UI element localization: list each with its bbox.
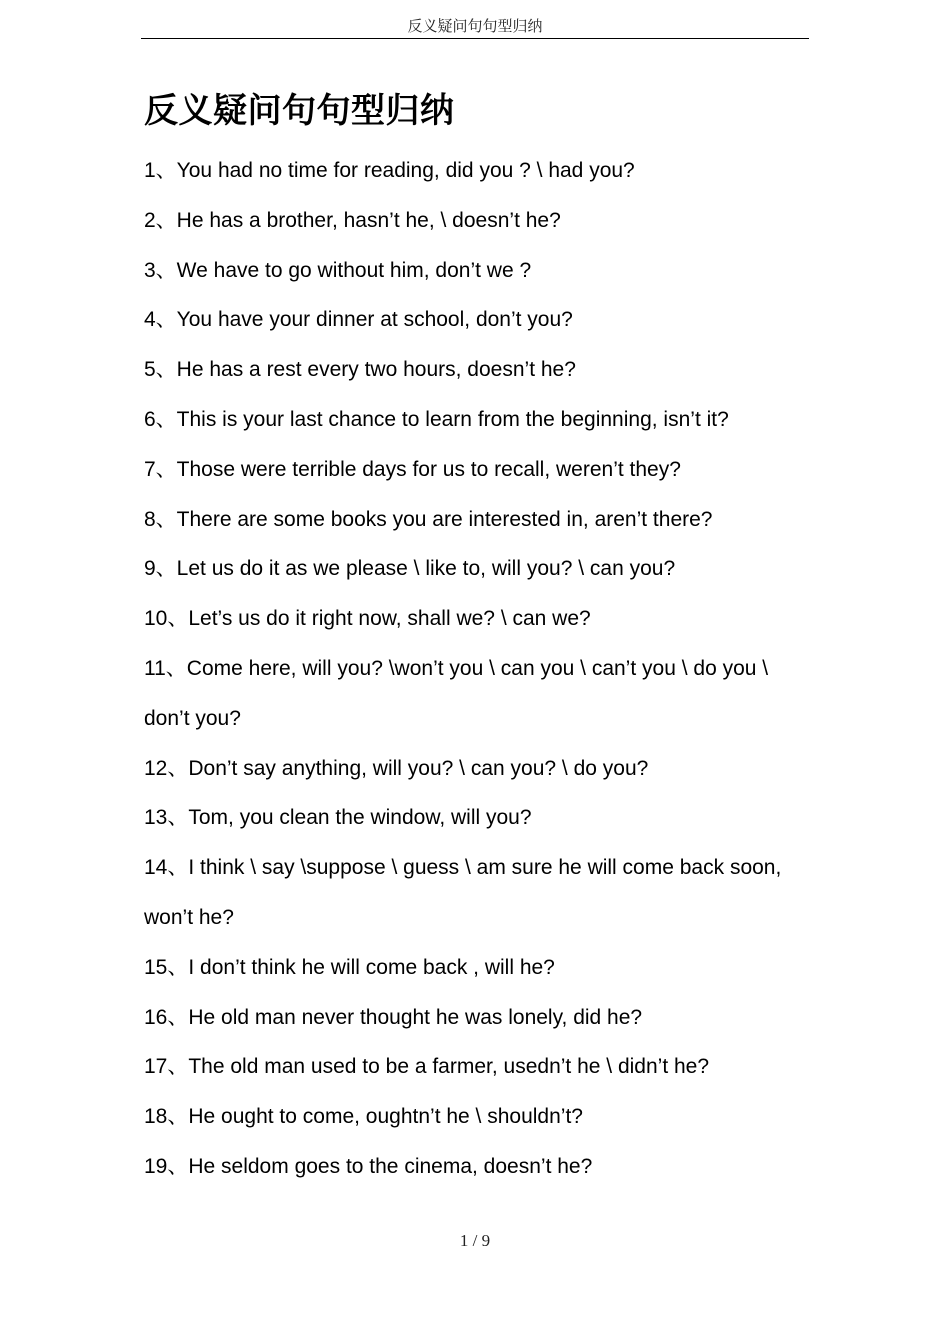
- text-line: 8、There are some books you are interested in, aren’t there?: [144, 507, 713, 531]
- text-line: 1、You had no time for reading, did you ? \ had you?: [144, 159, 635, 182]
- text-line: 6、This is your last chance to learn from the beginning, isn’t it?: [144, 407, 729, 431]
- text-line: don’t you?: [144, 706, 241, 730]
- text-line: 3、We have to go without him, don’t we ?: [144, 258, 532, 282]
- text-line: 13、Tom, you clean the window, will you?: [144, 806, 532, 830]
- document-title: 反义疑问句句型归纳: [144, 91, 455, 131]
- text-line: 5、He has a rest every two hours, doesn’t he?: [144, 358, 576, 382]
- running-header: 反义疑问句句型归纳: [407, 17, 543, 35]
- text-line: 7、Those were terrible days for us to recall, weren’t they?: [144, 457, 681, 481]
- text-line: 14、I think \ say \suppose \ guess \ am sure he will come back soon,: [144, 856, 782, 880]
- text-line: 11、Come here, will you? \won’t you \ can you \ can’t you \ do you \: [144, 656, 769, 680]
- text-line: 10、Let’s us do it right now, shall we? \ can we?: [144, 607, 591, 631]
- text-line: 15、I don’t think he will come back , will he?: [144, 955, 555, 979]
- page-number: 1 / 9: [459, 1231, 491, 1250]
- text-line: 12、Don’t say anything, will you? \ can you? \ do you?: [144, 756, 649, 780]
- text-line: 18、He ought to come, oughtn’t he \ shouldn’t?: [144, 1105, 583, 1129]
- text-line: won’t he?: [144, 905, 234, 929]
- text-line: 4、You have your dinner at school, don’t you?: [144, 308, 573, 332]
- text-line: 2、He has a brother, hasn’t he, \ doesn’t he?: [144, 208, 561, 232]
- header-rule: [141, 38, 809, 39]
- text-line: 9、Let us do it as we please \ like to, will you? \ can you?: [144, 557, 676, 581]
- text-line: 19、He seldom goes to the cinema, doesn’t he?: [144, 1154, 593, 1178]
- document-body: [144, 146, 824, 1192]
- text-line: 16、He old man never thought he was lonely, did he?: [144, 1005, 643, 1029]
- text-line: 17、The old man used to be a farmer, usedn’t he \ didn’t he?: [144, 1055, 710, 1079]
